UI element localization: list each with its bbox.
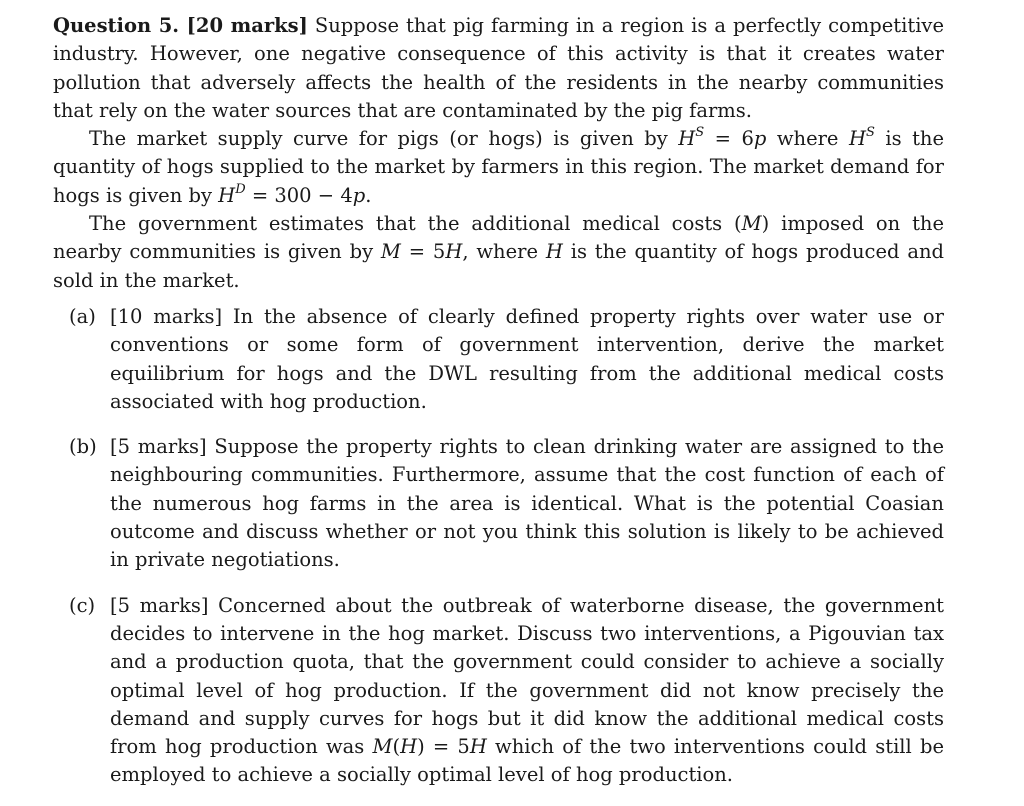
question-heading <box>53 14 308 37</box>
question-marks: [20 marks] <box>186 14 308 37</box>
question-intro-text: Suppose that pig farming in a region is a perfectly competitive industry. However, one negative consequence of this activity is that it creates water pollution that adversely affects the health of the residents in the nearby communities that rely on the water sources that are contaminated by the pig farms. <box>53 14 944 122</box>
question-parts <box>53 303 944 790</box>
costs-paragraph: The government estimates that the additional medical costs (M) imposed on the nearby communities is given by M = 5H, where H is the quantity of hogs produced and sold in the market. <box>53 212 945 292</box>
part-b-text: [5 marks] Suppose the property rights to clean drinking water are assigned to the neighbouring communities. Furthermore, assume that the cost function of each of the numerous hog farms in the area is identical. What is the potential Coasian outcome and discuss whether or not you think this solution is likely to be achieved in private negotiations. <box>110 435 944 572</box>
part-c-label: (c) <box>69 593 96 617</box>
part-b <box>53 433 944 574</box>
part-c <box>53 592 944 790</box>
part-a-label: (a) <box>69 304 96 328</box>
question-intro <box>53 12 944 125</box>
part-c-text: [5 marks] Concerned about the outbreak of waterborne disease, the government decides to intervene in the hog market. Discuss two interventions, a Pigouvian tax and a production quota, that the government could consider to achieve a socially optimal level of hog production. If the government did not know precisely the demand and supply curves for hogs but it did know the additional medical costs from hog production was M(H) = 5H which of the two interventions could still be employed to achieve a socially optimal level of hog production. <box>110 593 944 787</box>
part-b-label: (b) <box>69 435 97 459</box>
part-a-text: [10 marks] In the absence of clearly defined property rights over water use or conventions or some form of government intervention, derive the market equilibrium for hogs and the DWL resulting from the additional medical costs associated with hog production. <box>110 304 944 413</box>
part-a <box>53 303 944 416</box>
supply-paragraph: The market supply curve for pigs (or hogs) is given by $H^S = 6p$ where $H^S$ is the quantity of hogs supplied to the market by farmers in this region. The market demand for hogs is given by $H^D = 300 - 4p$. <box>53 125 945 207</box>
question-number: Question 5. <box>53 14 180 37</box>
